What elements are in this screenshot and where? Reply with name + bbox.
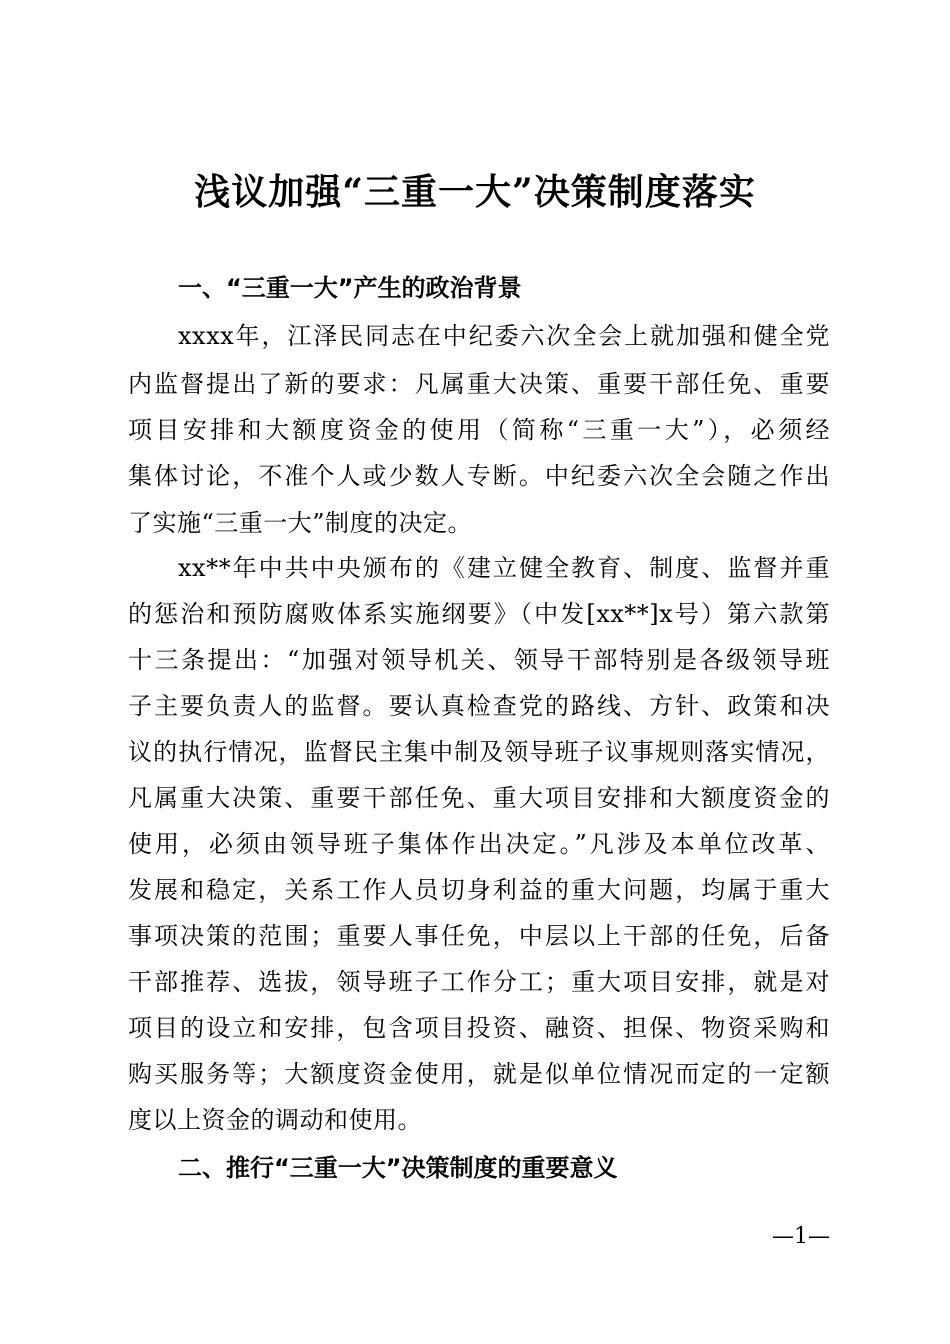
- paragraph-2-line: 购买服务等；大额度资金使用，就是似单位情况而定的一定额: [128, 1060, 830, 1088]
- paragraph-2-line: 项目的设立和安排，包含项目投资、融资、担保、物资采购和: [128, 1014, 830, 1042]
- paragraph-1-line: xxxx年，江泽民同志在中纪委六次全会上就加强和健全党: [178, 322, 830, 350]
- paragraph-2-line: 的惩治和预防腐败体系实施纲要》（中发[xx**]x号）第六款第: [128, 600, 830, 628]
- paragraph-2-line: xx**年中共中央颁布的《建立健全教育、制度、监督并重: [178, 554, 830, 582]
- paragraph-2-line: 事项决策的范围；重要人事任免，中层以上干部的任免，后备: [128, 922, 830, 950]
- paragraph-2-line: 干部推荐、选拔，领导班子工作分工；重大项目安排，就是对: [128, 968, 830, 996]
- paragraph-2-line: 议的执行情况，监督民主集中制及领导班子议事规则落实情况，: [128, 738, 830, 766]
- paragraph-2-line: 使用，必须由领导班子集体作出决定。”凡涉及本单位改革、: [128, 830, 830, 858]
- paragraph-1-line: 了实施“三重一大”制度的决定。: [128, 509, 473, 537]
- document-title: 浅议加强“三重一大”决策制度落实: [194, 171, 756, 213]
- paragraph-2-line: 凡属重大决策、重要干部任免、重大项目安排和大额度资金的: [128, 784, 830, 812]
- paragraph-2-line: 度以上资金的调动和使用。: [128, 1106, 422, 1134]
- paragraph-2-line: 子主要负责人的监督。要认真检查党的路线、方针、政策和决: [128, 692, 830, 720]
- section-2-heading: 二、推行“三重一大”决策制度的重要意义: [178, 1154, 618, 1182]
- page-number: —1—: [772, 1224, 830, 1249]
- paragraph-2-line: 十三条提出：“加强对领导机关、领导干部特别是各级领导班: [128, 646, 830, 674]
- paragraph-1-line: 内监督提出了新的要求：凡属重大决策、重要干部任免、重要: [128, 370, 830, 398]
- paragraph-1-line: 集体讨论，不准个人或少数人专断。中纪委六次全会随之作出: [128, 462, 830, 490]
- section-1-heading: 一、“三重一大”产生的政治背景: [178, 274, 522, 302]
- paragraph-2-line: 发展和稳定，关系工作人员切身利益的重大问题，均属于重大: [128, 876, 830, 904]
- paragraph-1-line: 项目安排和大额度资金的使用（简称“三重一大”），必须经: [128, 416, 830, 444]
